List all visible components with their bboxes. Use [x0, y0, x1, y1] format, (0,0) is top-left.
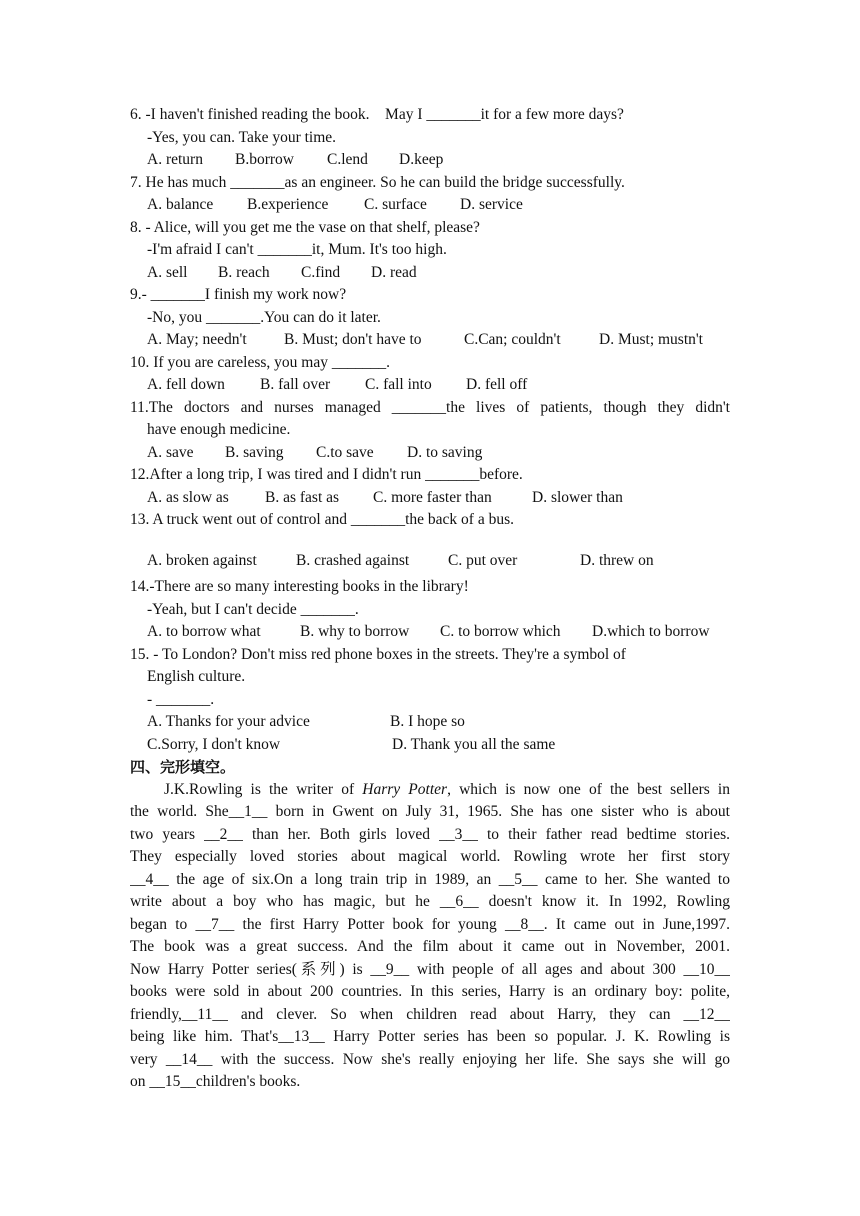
option-b: B. I hope so	[390, 713, 465, 730]
question-9-options	[130, 329, 730, 352]
question-10-options	[130, 374, 730, 397]
option-a: A. sell	[147, 263, 188, 281]
option-a: A. Thanks for your advice	[147, 713, 310, 730]
passage-text: , which is now one of the best sellers in	[447, 780, 730, 798]
question-8-stem: 8. - Alice, will you get me the vase on that shelf, please?	[130, 218, 480, 236]
question-13-stem: 13. A truck went out of control and _______the back of a bus.	[130, 511, 514, 528]
book-title: Harry Potter	[362, 780, 448, 798]
question-11-stem-cont: have enough medicine.	[147, 421, 291, 438]
option-c: C. put over	[448, 551, 518, 569]
passage-line: two years __2__ than her. Both girls loved __3__ to their father read bedtime stories.	[130, 825, 730, 843]
option-c: C.lend	[327, 151, 368, 168]
option-d: D. read	[371, 263, 417, 281]
option-b: B.borrow	[235, 151, 294, 168]
passage-line: They especially loved stories about magical world. Rowling wrote her first story	[130, 848, 730, 865]
option-b: B. Must; don't have to	[284, 331, 422, 348]
option-c: C.find	[301, 263, 341, 281]
question-15-stem-cont: English culture.	[147, 668, 246, 685]
passage-line: Now Harry Potter series(系列) is __9__ with people of all ages and about 300 __10__	[130, 960, 730, 978]
question-12-options	[130, 487, 730, 510]
passage-line: very __14__ with the success. Now she's really enjoying her life. She says she will go	[130, 1050, 730, 1068]
passage-line: The book was a great success. And the film about it came out in November, 2001.	[130, 938, 730, 955]
option-b: B. as fast as	[265, 488, 340, 506]
option-a: A. as slow as	[147, 488, 229, 506]
option-d: D. to saving	[407, 443, 483, 461]
question-15-stem: 15. - To London? Don't miss red phone boxes in the streets. They're a symbol of	[130, 645, 626, 663]
option-a: A. May; needn't	[147, 331, 247, 348]
option-b: B. why to borrow	[300, 623, 410, 640]
option-d: D. slower than	[532, 488, 623, 506]
question-15-reply: - _______.	[147, 690, 215, 708]
passage-line: being like him. That's__13__ Harry Potter series has been so popular. J. K. Rowling is	[130, 1028, 730, 1045]
option-b: B. saving	[225, 443, 284, 461]
cloze-passage	[130, 779, 730, 1094]
option-a: A. fell down	[147, 376, 225, 393]
question-14-stem: 14.-There are so many interesting books in the library!	[130, 578, 469, 595]
passage-line: the world. She__1__ born in Gwent on July 31, 1965. She has one sister who is about	[130, 803, 730, 820]
option-a: A. save	[147, 443, 194, 461]
option-c: C. to borrow which	[440, 623, 561, 640]
question-12-stem: 12.After a long trip, I was tired and I didn't run _______before.	[130, 466, 523, 483]
option-b: B. crashed against	[296, 551, 410, 569]
question-11-stem: 11.The doctors and nurses managed _______the lives of patients, though they didn't	[130, 398, 730, 416]
option-a: A. balance	[147, 196, 214, 213]
option-c: C. more faster than	[373, 488, 492, 506]
option-c: C. fall into	[365, 376, 432, 393]
passage-line: write about a boy who has magic, but he __6__ doesn't know it. In 1992, Rowling	[130, 893, 730, 910]
question-8-reply: -I'm afraid I can't _______it, Mum. It's too high.	[147, 241, 447, 258]
passage-line: on __15__children's books.	[130, 1073, 301, 1090]
question-6-reply: -Yes, you can. Take your time.	[147, 128, 337, 146]
option-d: D.which to borrow	[592, 623, 710, 640]
option-d: D. threw on	[580, 551, 654, 569]
question-10-stem: 10. If you are careless, you may _______.	[130, 353, 390, 371]
passage-line: __4__ the age of six.On a long train trip in 1989, an __5__ came to her. She wanted to	[130, 870, 730, 888]
option-b: B.experience	[247, 196, 329, 213]
option-d: D.keep	[399, 151, 444, 168]
question-6-options	[130, 149, 730, 172]
question-8-options	[130, 262, 730, 285]
passage-text: J.K.Rowling is the writer of	[164, 780, 363, 798]
option-d: D. Must; mustn't	[599, 331, 703, 348]
passage-line	[130, 779, 730, 802]
question-13-options	[130, 550, 730, 573]
option-a: A. to borrow what	[147, 623, 261, 640]
question-6-stem: 6. -I haven't finished reading the book. May I _______it for a few more days?	[130, 106, 624, 123]
passage-line: began to __7__ the first Harry Potter book for young __8__. It came out in June,1997.	[130, 915, 730, 933]
question-11-options	[130, 442, 730, 465]
option-c: C. surface	[364, 196, 427, 213]
question-14-reply: -Yeah, but I can't decide _______.	[147, 600, 359, 618]
option-b: B. fall over	[260, 376, 331, 393]
question-15-options-row1	[130, 711, 730, 734]
question-7-options	[130, 194, 730, 217]
option-c: C.Sorry, I don't know	[147, 735, 281, 753]
option-d: D. Thank you all the same	[392, 735, 556, 753]
passage-line: friendly,__11__ and clever. So when children read about Harry, they can __12__	[130, 1005, 730, 1023]
passage-line: books were sold in about 200 countries. In this series, Harry is an ordinary boy: polite,	[130, 983, 730, 1000]
option-a: A. return	[147, 151, 203, 168]
question-14-options	[130, 621, 730, 644]
worksheet-page	[130, 104, 730, 1094]
question-9-reply: -No, you _______.You can do it later.	[147, 308, 381, 326]
option-d: D. service	[460, 196, 523, 213]
question-7-stem: 7. He has much _______as an engineer. So he can build the bridge successfully.	[130, 173, 625, 191]
section-heading: 四、完形填空。	[130, 758, 236, 776]
option-a: A. broken against	[147, 551, 257, 569]
option-d: D. fell off	[466, 376, 528, 393]
option-c: C.to save	[316, 443, 374, 461]
question-9-stem: 9.- _______I finish my work now?	[130, 286, 347, 303]
option-b: B. reach	[218, 263, 270, 281]
question-15-options-row2	[130, 734, 730, 757]
option-c: C.Can; couldn't	[464, 331, 561, 348]
